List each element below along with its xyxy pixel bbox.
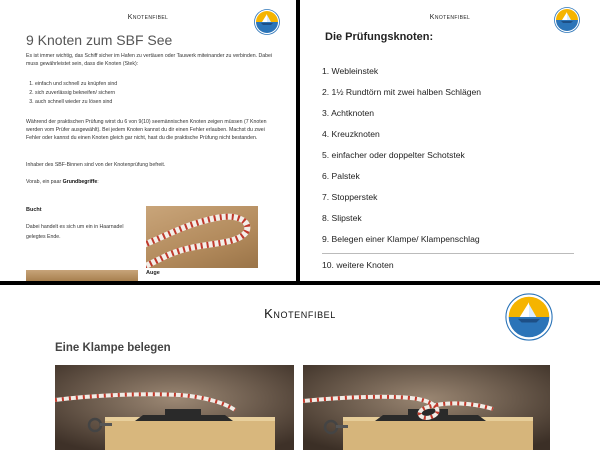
list-item: 1. einfach und schnell zu knüpfen sind <box>35 80 117 89</box>
exam-paragraph: Während der praktischen Prüfung wirst du 6 von 9(10) seemännischen Knoten zeigen müssen (7 Knoten werden vom Prüfer ausgewählt). Bei jedem Knoten kannst du dir einen Fehler erlauben. Machst du zwei Fehler oder kannst du einen Knoten gleich gar nicht, hast du die praktische Prüfung nicht bestanden. <box>26 119 267 142</box>
knot-item: 9. Belegen einer Klampe/ Klampenschlag <box>322 234 480 244</box>
page-header: Knotenfibel <box>127 14 169 21</box>
page-knoten-sbf <box>0 0 296 281</box>
klampe-heading: Eine Klampe belegen <box>55 342 171 354</box>
bucht-rope-photo <box>146 206 258 268</box>
knot-item: 6. Palstek <box>322 171 360 181</box>
basics-prefix: Vorab, ein paar <box>26 179 63 185</box>
exempt-text: Inhaber des SBF-Binnen sind von der Knotenprüfung befreit. <box>26 162 166 168</box>
basics-bold: Grundbegriffe <box>62 179 98 185</box>
bucht-title: Bucht <box>26 207 42 213</box>
auge-photo-strip <box>26 270 138 281</box>
list-item: 3. auch schnell wieder zu lösen sind <box>35 98 117 107</box>
page-klampe <box>0 285 600 450</box>
bucht-text: Dabei handelt es sich um ein in Haarnadel gelegtes Ende. <box>26 224 124 240</box>
list-item: 2. sich zuverlässig bekneifen/ sichern <box>35 89 117 98</box>
cleat-photo-1 <box>55 365 294 450</box>
page-title: 9 Knoten zum SBF See <box>26 32 173 48</box>
auge-label: Auge <box>146 270 160 276</box>
divider <box>322 253 574 254</box>
knot-item: 1. Webleinstek <box>322 66 379 76</box>
knot-item: 2. 1½ Rundtörn mit zwei halben Schlägen <box>322 87 482 97</box>
intro-text: Es ist immer wichtig, das Schiff sicher im Hafen zu vertäuen oder Tauwerk miteinander zu verbinden. Dabei muss gewährleistet sein, dass die Knoten (Stek): <box>26 53 273 68</box>
bootsscheine-logo <box>505 293 553 341</box>
knots-heading: Die Prüfungsknoten: <box>325 31 434 43</box>
knot-item: 3. Achtknoten <box>322 108 375 118</box>
bootsscheine-logo <box>254 9 280 35</box>
knot-item-further: 10. weitere Knoten <box>322 260 394 270</box>
cleat-photo-2 <box>303 365 550 450</box>
bootsscheine-logo <box>554 7 580 33</box>
knot-item: 7. Stopperstek <box>322 192 378 202</box>
knot-item: 8. Slipstek <box>322 213 362 223</box>
page-pruefungsknoten <box>300 0 600 281</box>
page-header: Knotenfibel <box>429 14 471 21</box>
knot-item: 5. einfacher oder doppelter Schotstek <box>322 150 465 160</box>
requirements-list <box>26 80 117 107</box>
knot-item: 4. Kreuzknoten <box>322 129 380 139</box>
basics-line <box>26 178 276 186</box>
page-header: Knotenfibel <box>264 306 336 321</box>
basics-suffix: : <box>97 179 99 185</box>
